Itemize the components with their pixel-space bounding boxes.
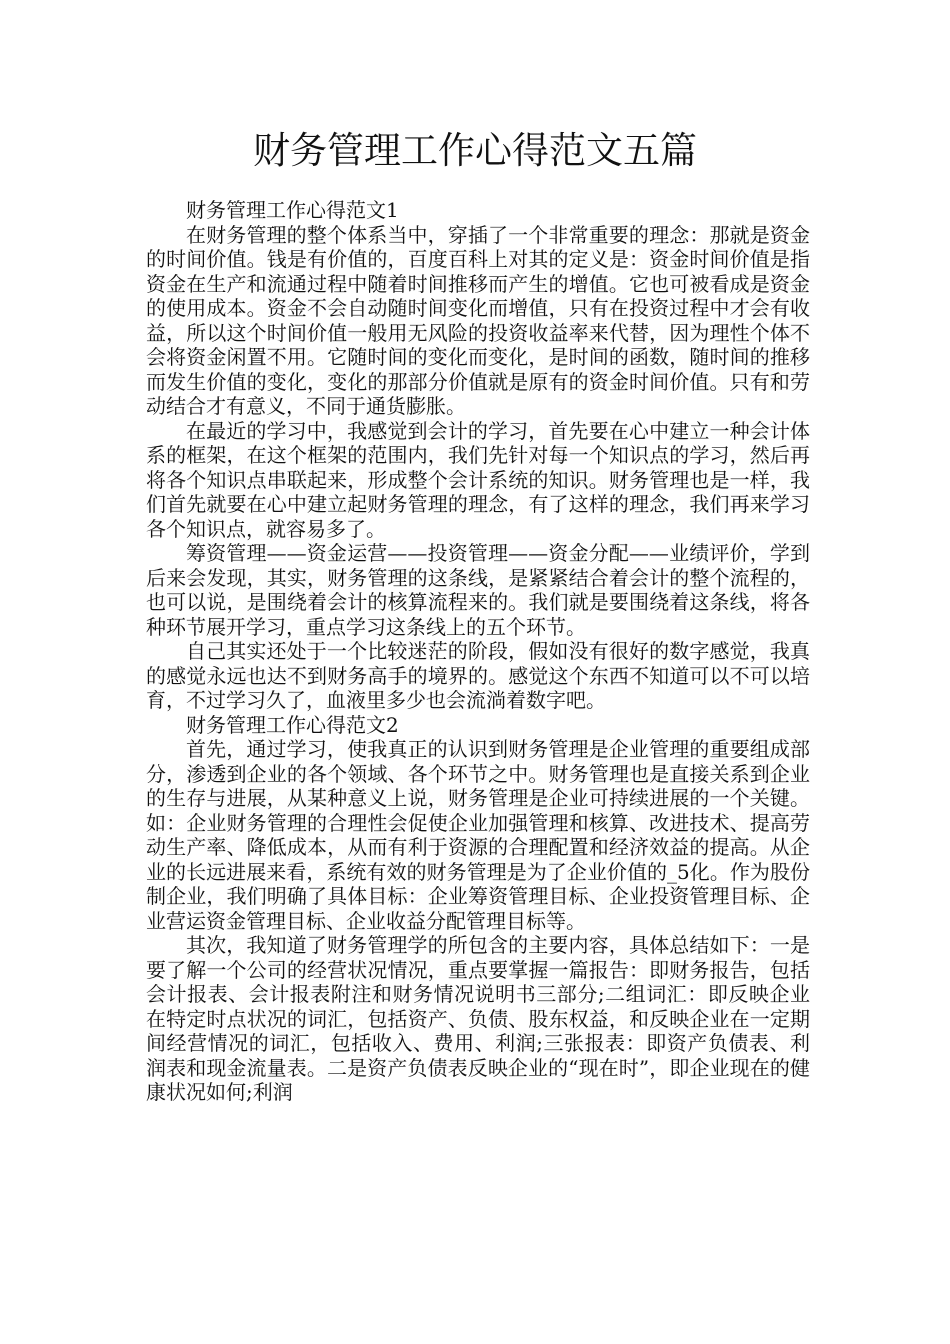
paragraph: 筹资管理——资金运营——投资管理——资金分配——业绩评价，学到后来会发现，其实，财务管理的这条线，是紧紧结合着会计的整个流程的，也可以说，是围绕着会计的核算流程来的。我们就是要围绕着这条线，将各种环节展开学习，重点学习这条线上的五个环节。 — [146, 541, 810, 639]
paragraph: 自己其实还处于一个比较迷茫的阶段，假如没有很好的数字感觉，我真的感觉永远也达不到财务高手的境界的。感觉这个东西不知道可以不可以培育，不过学习久了，血液里多少也会流淌着数字吧。 — [146, 639, 810, 712]
document-body — [146, 198, 810, 1105]
paragraph: 首先，通过学习，使我真正的认识到财务管理是企业管理的重要组成部分，渗透到企业的各个领域、各个环节之中。财务管理也是直接关系到企业的生存与进展，从某种意义上说，财务管理是企业可持续进展的一个关键。如：企业财务管理的合理性会促使企业加强管理和核算、改进技术、提高劳动生产率、降低成本，从而有利于资源的合理配置和经济效益的提高。从企业的长远进展来看，系统有效的财务管理是为了企业价值的_5化。作为股份制企业，我们明确了具体目标：企业筹资管理目标、企业投资管理目标、企业营运资金管理目标、企业收益分配管理目标等。 — [146, 737, 810, 933]
section-heading-2: 财务管理工作心得范文2 — [186, 712, 399, 737]
paragraph: 其次，我知道了财务管理学的所包含的主要内容，具体总结如下：一是要了解一个公司的经营状况情况，重点要掌握一篇报告：即财务报告，包括会计报表、会计报表附注和财务情况说明书三部分;二组词汇：即反映企业在特定时点状况的词汇，包括资产、负债、股东权益，和反映企业在一定期间经营情况的词汇，包括收入、费用、利润;三张报表：即资产负债表、利润表和现金流量表。二是资产负债表反映企业的“现在时”，即企业现在的健康状况如何;利润 — [146, 933, 810, 1104]
section-heading-1: 财务管理工作心得范文1 — [186, 198, 399, 222]
paragraph: 在最近的学习中，我感觉到会计的学习，首先要在心中建立一种会计体系的框架，在这个框架的范围内，我们先针对每一个知识点的学习，然后再将各个知识点串联起来，形成整个会计系统的知识。财务管理也是一样，我们首先就要在心中建立起财务管理的理念，有了这样的理念，我们再来学习各个知识点，就容易多了。 — [146, 418, 810, 541]
paragraph: 在财务管理的整个体系当中，穿插了一个非常重要的理念：那就是资金的时间价值。钱是有价值的，百度百科上对其的定义是：资金时间价值是指资金在生产和流通过程中随着时间推移而产生的增值。它也可被看成是资金的使用成本。资金不会自动随时间变化而增值，只有在投资过程中才会有收益，所以这个时间价值一般用无风险的投资收益率来代替，因为理性个体不会将资金闲置不用。它随时间的变化而变化，是时间的函数，随时间的推移而发生价值的变化，变化的那部分价值就是原有的资金时间价值。只有和劳动结合才有意义，不同于通货膨胀。 — [146, 222, 810, 418]
document-title: 财务管理工作心得范文五篇 — [253, 129, 697, 172]
